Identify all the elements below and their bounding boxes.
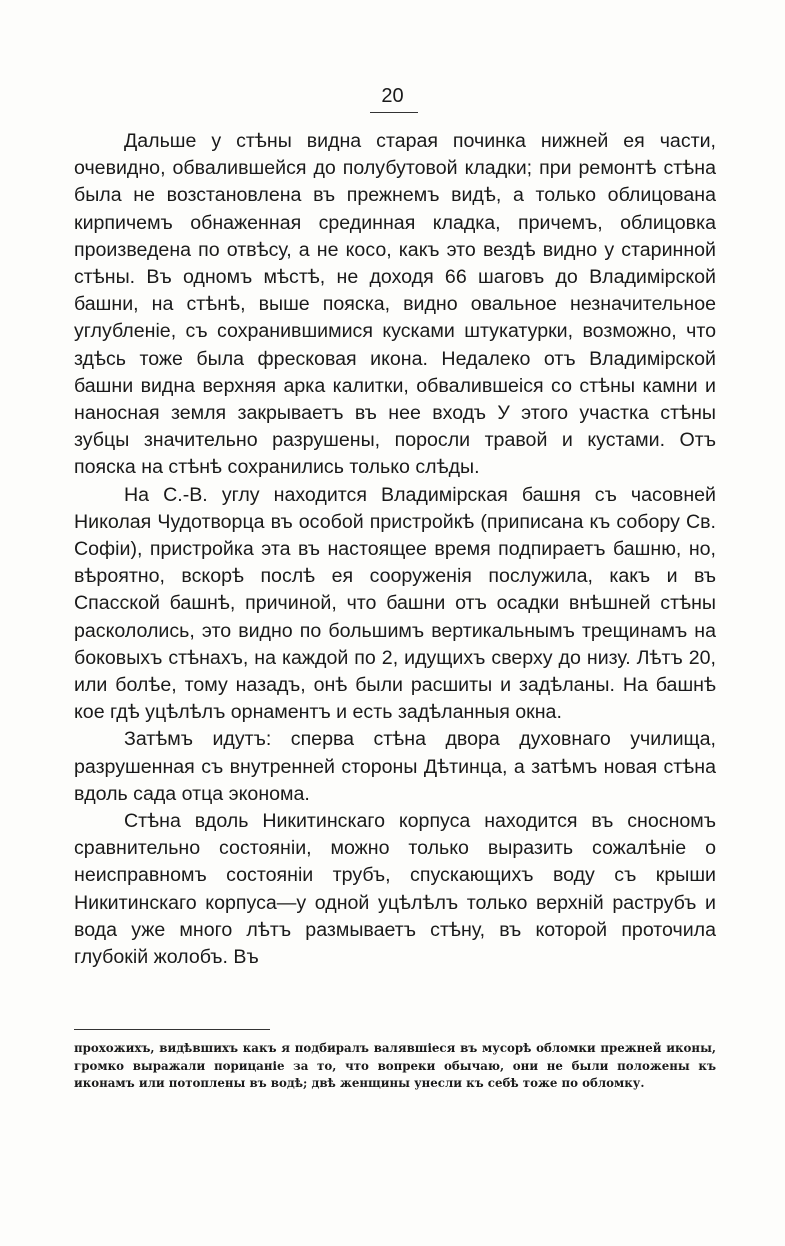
page-number: 20 — [381, 85, 404, 107]
footnote-rule — [74, 1029, 270, 1030]
paragraph: Затѣмъ идутъ: сперва стѣна двора духовнаго училища, разрушенная съ внутренней стороны Дѣтинца, а затѣмъ новая стѣна вдоль сада отца эконома. — [74, 728, 716, 805]
page-number-rule — [370, 112, 418, 113]
paragraph: Дальше у стѣны видна старая починка нижней ея части, очевидно, обвалившейся до полубутовой кладки; при ремонтѣ стѣна была не возстановлена въ прежнемъ видѣ, а только облицована кирпичемъ обнаженная срединная кладка, причемъ, облицовка произведена по отвѣсу, а не косо, какъ это вездѣ видно у старинной стѣны. Въ одномъ мѣстѣ, не доходя 66 шаговъ до Владимірской башни, на стѣнѣ, выше пояска, видно овальное незначительное углубленіе, съ сохранившимися кусками штукатурки, возможно, что здѣсь тоже была фресковая икона. Недалеко отъ Владимірской башни видна верхняя арка калитки, обвалившеiся со стѣны камни и наносная земля закрываетъ въ нее входъ У этого участка стѣны зубцы значительно разрушены, поросли травой и кустами. Отъ пояска на стѣнѣ сохранились только слѣды. — [74, 130, 716, 479]
footnote: прохожихъ, видѣвшихъ какъ я подбиралъ валявшіеся въ мусорѣ обломки прежней иконы, громко выражали порицаніе за то, что вопреки обычаю, они не были положены къ иконамъ или потоплены въ водѣ; двѣ женщины унесли къ себѣ тоже по обломку. — [74, 1041, 716, 1090]
paragraph: На С.-В. углу находится Владимірская башня съ часовней Николая Чудотворца въ особой пристройкѣ (приписана къ собору Св. Софіи), пристройка эта въ настоящее время подпираетъ башню, но, вѣроятно, вскорѣ послѣ ея сооруженія послужила, какъ и въ Спасской башнѣ, причиной, что башни отъ осадки внѣшней стѣны раскололись, это видно по большимъ вертикальнымъ трещинамъ на боковыхъ стѣнахъ, на каждой по 2, идущихъ сверху до низу. Лѣтъ 20, или болѣе, тому назадъ, онѣ были расшиты и задѣланы. На башнѣ кое гдѣ уцѣлѣлъ орнаментъ и есть задѣланныя окна. — [74, 483, 716, 724]
paragraph: Стѣна вдоль Никитинскаго корпуса находится въ сносномъ сравнительно состояніи, можно только выразить сожалѣніе о неисправномъ состояніи трубъ, спускающихъ воду съ крыши Никитинскаго корпуса—у одной уцѣлѣлъ только верхній раструбъ и вода уже много лѣтъ размываетъ стѣну, въ которой проточила глубокій жолобъ. Въ — [74, 810, 716, 969]
body-text — [74, 128, 716, 971]
